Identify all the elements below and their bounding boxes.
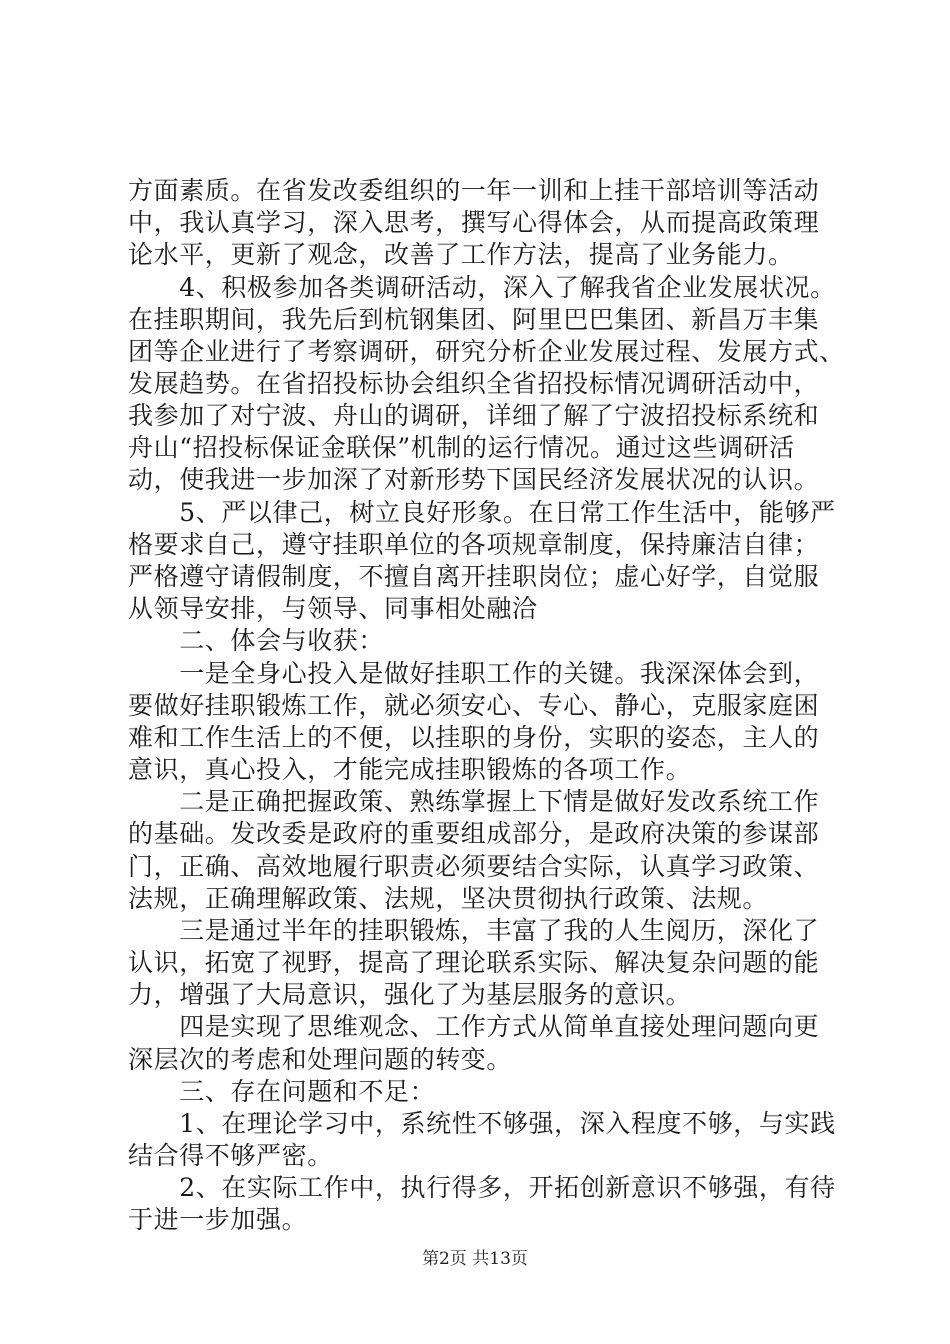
page-footer: 第2页 共13页 <box>422 1249 528 1269</box>
text-line: 在挂职期间，我先后到杭钢集团、阿里巴巴集团、新昌万丰集 <box>128 305 820 334</box>
text-line: 从领导安排，与领导、同事相处融洽 <box>128 594 538 623</box>
text-line: 认识，拓宽了视野，提高了理论联系实际、解决复杂问题的能 <box>128 948 820 977</box>
text-line: 1、在理论学习中，系统性不够强，深入程度不够，与实践 <box>128 1109 836 1138</box>
text-line: 论水平，更新了观念，改善了工作方法，提高了业务能力。 <box>128 240 794 269</box>
text-line: 舟山“招投标保证金联保”机制的运行情况。通过这些调研活 <box>128 433 795 462</box>
section-heading: 二、体会与收获： <box>128 626 385 655</box>
text-line: 方面素质。在省发改委组织的一年一训和上挂干部培训等活动 <box>128 176 820 205</box>
text-line: 动，使我进一步加深了对新形势下国民经济发展状况的认识。 <box>128 465 820 494</box>
text-line: 法规，正确理解政策、法规，坚决贯彻执行政策、法规。 <box>128 884 769 913</box>
text-line: 一是全身心投入是做好挂职工作的关键。我深深体会到， <box>128 659 820 688</box>
text-line: 格要求自己，遵守挂职单位的各项规章制度，保持廉洁自律； <box>128 530 820 559</box>
text-line: 结合得不够严密。 <box>128 1141 333 1170</box>
text-line: 要做好挂职锻炼工作，就必须安心、专心、静心，克服家庭困 <box>128 691 820 720</box>
text-line: 2、在实际工作中，执行得多，开拓创新意识不够强，有待 <box>128 1173 836 1202</box>
text-line: 四是实现了思维观念、工作方式从简单直接处理问题向更 <box>128 1012 820 1041</box>
text-line: 5、严以律己，树立良好形象。在日常工作生活中，能够严 <box>128 498 836 527</box>
text-line: 三是通过半年的挂职锻炼，丰富了我的人生阅历，深化了 <box>128 916 820 945</box>
text-line: 严格遵守请假制度，不擅自离开挂职岗位；虚心好学，自觉服 <box>128 562 820 591</box>
text-line: 发展趋势。在省招投标协会组织全省招投标情况调研活动中， <box>128 369 820 398</box>
text-line: 团等企业进行了考察调研，研究分析企业发展过程、发展方式、 <box>128 337 845 366</box>
text-line: 中，我认真学习，深入思考，撰写心得体会，从而提高政策理 <box>128 208 820 237</box>
text-line: 难和工作生活上的不便，以挂职的身份，实职的姿态，主人的 <box>128 723 820 752</box>
text-line: 意识，真心投入，才能完成挂职锻炼的各项工作。 <box>128 755 692 784</box>
text-line: 我参加了对宁波、舟山的调研，详细了解了宁波招投标系统和 <box>128 401 820 430</box>
text-line: 深层次的考虑和处理问题的转变。 <box>128 1045 513 1074</box>
text-line: 力，增强了大局意识，强化了为基层服务的意识。 <box>128 980 692 1009</box>
text-line: 4、积极参加各类调研活动，深入了解我省企业发展状况。 <box>128 273 836 302</box>
text-line: 门，正确、高效地履行职责必须要结合实际，认真学习政策、 <box>128 852 820 881</box>
text-line: 的基础。发改委是政府的重要组成部分，是政府决策的参谋部 <box>128 819 820 848</box>
text-line: 于进一步加强。 <box>128 1205 308 1234</box>
section-heading: 三、存在问题和不足： <box>128 1077 436 1106</box>
text-line: 二是正确把握政策、熟练掌握上下情是做好发改系统工作 <box>128 787 820 816</box>
